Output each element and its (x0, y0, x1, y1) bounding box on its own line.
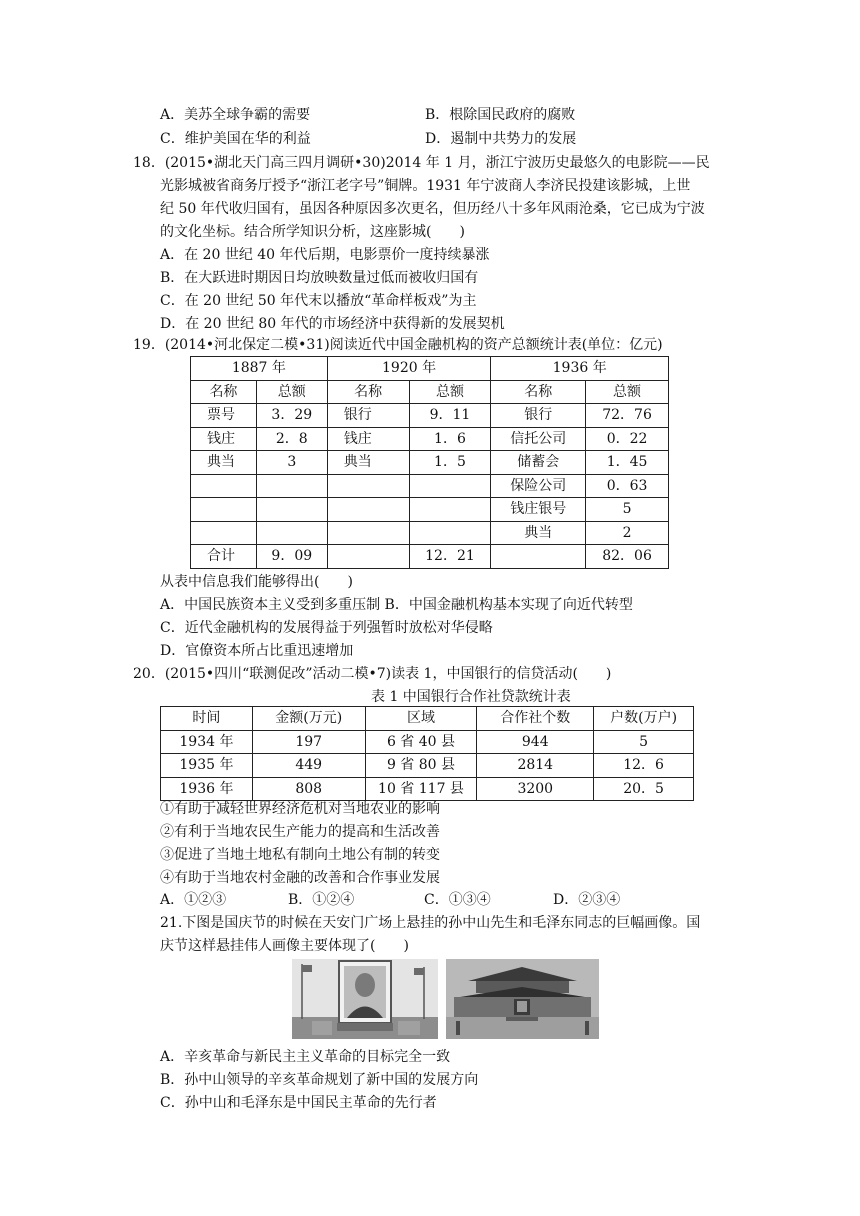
q18-stem-line-3: 纪 50 年代收归国有，虽因各种原因多次更名，但历经八十多年风雨沧桑，它已成为宁波 (160, 201, 705, 217)
table-row (161, 730, 694, 754)
table-row (191, 521, 669, 545)
q20-option-d: D．②③④ (553, 892, 621, 908)
q19-prompt: 从表中信息我们能够得出( ) (160, 574, 353, 590)
q17-option-d: D．遏制中共势力的发展 (425, 131, 577, 147)
q19-year-1920: 1920 年 (327, 357, 491, 381)
q20-stem: 20．(2015•四川“联测促改”活动二模•7)读表 1，中国银行的信贷活动( ) (133, 666, 612, 682)
q19-year-1936: 1936 年 (491, 357, 669, 381)
table-row (191, 498, 669, 522)
q19-year-1887: 1887 年 (191, 357, 328, 381)
table-cell: 典当 (327, 451, 409, 475)
q19-year-row (191, 357, 669, 381)
q17-option-a: A．美苏全球争霸的需要 (160, 107, 311, 123)
table-row (161, 777, 694, 801)
table-cell: 20．5 (594, 777, 694, 801)
q18-option-a: A．在 20 世纪 40 年代后期，电影票价一度持续暴涨 (160, 247, 490, 263)
table-cell: 3．29 (256, 404, 327, 428)
q19-col-header: 总额 (256, 380, 327, 404)
q20-col-header: 时间 (161, 707, 253, 731)
table-cell: 10 省 117 县 (365, 777, 477, 801)
table-cell (409, 474, 491, 498)
q19-option-c: C．近代金融机构的发展得益于列强暂时放松对华侵略 (160, 620, 493, 636)
table-cell: 典当 (491, 521, 586, 545)
q19-col-header: 名称 (491, 380, 586, 404)
table-cell: 信托公司 (491, 427, 586, 451)
table-cell: 3 (256, 451, 327, 475)
table-cell (256, 521, 327, 545)
q20-table-caption: 表 1 中国银行合作社贷款统计表 (371, 689, 571, 705)
q20-option-b: B．①②④ (288, 892, 355, 908)
q20-statement-3: ③促进了当地土地私有制向土地公有制的转变 (160, 847, 440, 863)
table-cell: 197 (252, 730, 365, 754)
q20-statement-2: ②有利于当地农民生产能力的提高和生活改善 (160, 824, 440, 840)
table-cell: 1．6 (409, 427, 491, 451)
q20-option-a: A．①②③ (160, 892, 227, 908)
table-cell: 1．5 (409, 451, 491, 475)
table-cell (327, 521, 409, 545)
table-cell (256, 498, 327, 522)
table-cell: 82．06 (586, 545, 669, 569)
table-cell (256, 474, 327, 498)
q18-option-b: B．在大跃进时期因日均放映数量过低而被收归国有 (160, 270, 479, 286)
q20-statement-4: ④有助于当地农村金融的改善和合作事业发展 (160, 870, 440, 886)
table-cell: 2 (586, 521, 669, 545)
table-cell: 钱庄 (327, 427, 409, 451)
q19-col-header: 总额 (409, 380, 491, 404)
q18-stem-line-1: 18．(2015•湖北天门高三四月调研•30)2014 年 1 月，浙江宁波历史最悠久的电影院——民 (133, 155, 710, 171)
table-cell: 银行 (327, 404, 409, 428)
q19-option-d: D．官僚资本所占比重迅速增加 (160, 643, 354, 659)
q19-header-row (191, 380, 669, 404)
table-cell: 银行 (491, 404, 586, 428)
table-cell: 1934 年 (161, 730, 253, 754)
table-cell (327, 474, 409, 498)
q20-col-header: 户数(万户) (594, 707, 694, 731)
q19-option-ab: A．中国民族资本主义受到多重压制 B．中国金融机构基本实现了向近代转型 (160, 597, 633, 613)
q20-loan-table (160, 706, 694, 801)
table-cell: 72．76 (586, 404, 669, 428)
sun-yat-sen-portrait-photo (292, 959, 438, 1039)
table-cell (191, 474, 257, 498)
q19-col-header: 总额 (586, 380, 669, 404)
table-row (161, 754, 694, 778)
table-cell: 票号 (191, 404, 257, 428)
table-cell: 合计 (191, 545, 257, 569)
q18-stem-line-2: 光影城被省商务厅授予“浙江老字号”铜牌。1931 年宁波商人李济民投建该影城，上世 (160, 178, 691, 194)
table-cell (491, 545, 586, 569)
q21-option-a: A．辛亥革命与新民主主义革命的目标完全一致 (160, 1049, 451, 1065)
q21-option-c: C．孙中山和毛泽东是中国民主革命的先行者 (160, 1095, 437, 1111)
q20-option-c: C．①③④ (424, 892, 491, 908)
table-cell: 449 (252, 754, 365, 778)
table-row (191, 474, 669, 498)
q20-col-header: 合作社个数 (477, 707, 594, 731)
q20-col-header: 金额(万元) (252, 707, 365, 731)
table-cell: 9 省 80 县 (365, 754, 477, 778)
table-cell: 12．6 (594, 754, 694, 778)
table-cell: 典当 (191, 451, 257, 475)
table-cell: 储蓄会 (491, 451, 586, 475)
table-cell: 5 (594, 730, 694, 754)
q19-col-header: 名称 (327, 380, 409, 404)
q18-stem-line-4: 的文化坐标。结合所学知识分析，这座影城( ) (160, 224, 465, 240)
q19-stem: 19．(2014•河北保定二模•31)阅读近代中国金融机构的资产总额统计表(单位：亿元) (133, 337, 663, 353)
table-row-total (191, 545, 669, 569)
table-cell: 保险公司 (491, 474, 586, 498)
table-cell: 1936 年 (161, 777, 253, 801)
q20-header-row (161, 707, 694, 731)
q19-col-header: 名称 (191, 380, 257, 404)
table-cell: 0．63 (586, 474, 669, 498)
table-cell (191, 498, 257, 522)
q20-statement-1: ①有助于减轻世界经济危机对当地农业的影响 (160, 801, 440, 817)
table-row (191, 451, 669, 475)
table-cell: 12．21 (409, 545, 491, 569)
tiananmen-photo (446, 959, 599, 1039)
table-cell: 3200 (477, 777, 594, 801)
table-cell: 钱庄银号 (491, 498, 586, 522)
q18-option-d: D．在 20 世纪 80 年代的市场经济中获得新的发展契机 (160, 316, 505, 332)
table-cell: 944 (477, 730, 594, 754)
q17-option-b: B．根除国民政府的腐败 (425, 107, 576, 123)
q18-option-c: C．在 20 世纪 50 年代末以播放“革命样板戏”为主 (160, 293, 477, 309)
table-cell: 5 (586, 498, 669, 522)
table-cell: 9．11 (409, 404, 491, 428)
table-cell: 9．09 (256, 545, 327, 569)
table-row (191, 404, 669, 428)
table-cell: 1．45 (586, 451, 669, 475)
table-cell (409, 498, 491, 522)
q21-stem-line-1: 21.下图是国庆节的时候在天安门广场上悬挂的孙中山先生和毛泽东同志的巨幅画像。国 (160, 915, 701, 931)
table-cell: 2814 (477, 754, 594, 778)
table-cell: 2．8 (256, 427, 327, 451)
table-cell (327, 545, 409, 569)
q21-option-b: B．孙中山领导的辛亥革命规划了新中国的发展方向 (160, 1072, 479, 1088)
table-cell: 1935 年 (161, 754, 253, 778)
table-cell (327, 498, 409, 522)
portrait-photo-drawing (292, 959, 438, 1039)
table-cell: 808 (252, 777, 365, 801)
q20-col-header: 区域 (365, 707, 477, 731)
table-cell: 6 省 40 县 (365, 730, 477, 754)
table-row (191, 427, 669, 451)
table-cell: 钱庄 (191, 427, 257, 451)
table-cell: 0．22 (586, 427, 669, 451)
tiananmen-photo-drawing (446, 959, 599, 1039)
q17-option-c: C．维护美国在华的利益 (160, 131, 311, 147)
table-cell (409, 521, 491, 545)
q21-stem-line-2: 庆节这样悬挂伟人画像主要体现了( ) (160, 938, 409, 954)
table-cell (191, 521, 257, 545)
q19-asset-table (190, 356, 669, 569)
